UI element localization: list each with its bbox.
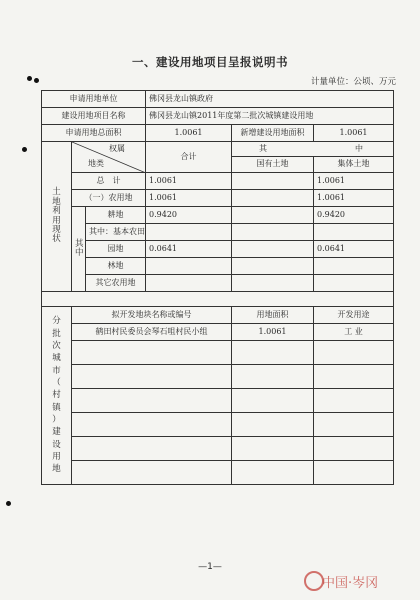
watermark-seal-icon — [304, 571, 324, 591]
land-status-side-label: 土 地 利 用 现 状 — [42, 142, 72, 292]
row-label: （一）农用地 — [72, 190, 146, 207]
table-row — [42, 207, 394, 224]
new-area-label: 新增建设用地面积 — [232, 125, 314, 142]
total-value — [146, 258, 232, 275]
ownership-header: 权属 — [109, 144, 126, 153]
table-row — [42, 224, 394, 241]
project-label: 建设用地项目名称 — [42, 108, 146, 125]
parcel-name: 鹤田村民委员会琴石咀村民小组 — [72, 324, 232, 341]
row-label: 耕地 — [86, 207, 146, 224]
project-value: 佛冈县龙山镇2011年度第二批次城镇建设用地 — [146, 108, 394, 125]
scan-mark — [22, 147, 27, 152]
table-row — [42, 389, 394, 413]
total-header: 合计 — [146, 142, 232, 173]
parcel-use-header: 开发用途 — [314, 307, 394, 324]
row-label: 其它农用地 — [86, 275, 146, 292]
of-which-side-label: 其 中 — [72, 207, 86, 292]
collective-value — [314, 224, 394, 241]
state-value — [232, 224, 314, 241]
parcel-area: 1.0061 — [232, 324, 314, 341]
applicant-label: 申请用地单位 — [42, 91, 146, 108]
total-value: 0.0641 — [146, 241, 232, 258]
row-label: 其中：基本农田 — [86, 224, 146, 241]
table-row — [42, 461, 394, 485]
page-number: —1— — [198, 562, 222, 572]
of-which-header: 其 中 — [232, 142, 394, 157]
state-value — [232, 173, 314, 190]
total-value — [146, 224, 232, 241]
row-label: 林地 — [86, 258, 146, 275]
state-value — [232, 258, 314, 275]
row-label: 总 计 — [72, 173, 146, 190]
scan-mark — [34, 78, 39, 83]
collective-value — [314, 275, 394, 292]
table-row — [42, 341, 394, 365]
row-label: 园地 — [86, 241, 146, 258]
total-value: 0.9420 — [146, 207, 232, 224]
total-value: 1.0061 — [146, 173, 232, 190]
table-row — [42, 275, 394, 292]
state-value — [232, 275, 314, 292]
state-land-header: 国有土地 — [232, 157, 314, 173]
collective-value: 0.9420 — [314, 207, 394, 224]
table-row — [42, 241, 394, 258]
diagonal-header-cell — [72, 142, 146, 173]
scan-mark — [27, 76, 32, 81]
collective-value: 0.0641 — [314, 241, 394, 258]
batch-land-side-label: 分 批 次 城 市 （ 村 镇 ） 建 设 用 地 — [42, 307, 72, 485]
land-class-header: 地类 — [88, 159, 104, 169]
unit-note: 计量单位：公顷、万元 — [310, 77, 396, 87]
applicant-value: 佛冈县龙山镇政府 — [146, 91, 394, 108]
table-row — [42, 324, 394, 341]
total-value — [146, 275, 232, 292]
table-row — [42, 413, 394, 437]
watermark-logo: 中国·岑冈 — [322, 576, 379, 591]
collective-value: 1.0061 — [314, 173, 394, 190]
new-area-value: 1.0061 — [314, 125, 394, 142]
total-area-label: 申请用地总面积 — [42, 125, 146, 142]
parcel-name-header: 拟开发地块名称或编号 — [72, 307, 232, 324]
state-value — [232, 241, 314, 258]
collective-value — [314, 258, 394, 275]
collective-land-header: 集体土地 — [314, 157, 394, 173]
table-row — [42, 437, 394, 461]
state-value — [232, 207, 314, 224]
spacer-row — [42, 292, 394, 307]
land-use-form-table — [41, 90, 394, 485]
parcel-area-header: 用地面积 — [232, 307, 314, 324]
total-value: 1.0061 — [146, 190, 232, 207]
parcel-use: 工 业 — [314, 324, 394, 341]
document-title: 一、建设用地项目呈报说明书 — [132, 55, 288, 69]
collective-value: 1.0061 — [314, 190, 394, 207]
total-area-value: 1.0061 — [146, 125, 232, 142]
table-row — [42, 190, 394, 207]
scan-mark — [6, 501, 11, 506]
table-row — [42, 365, 394, 389]
state-value — [232, 190, 314, 207]
table-row — [42, 258, 394, 275]
table-row — [42, 173, 394, 190]
